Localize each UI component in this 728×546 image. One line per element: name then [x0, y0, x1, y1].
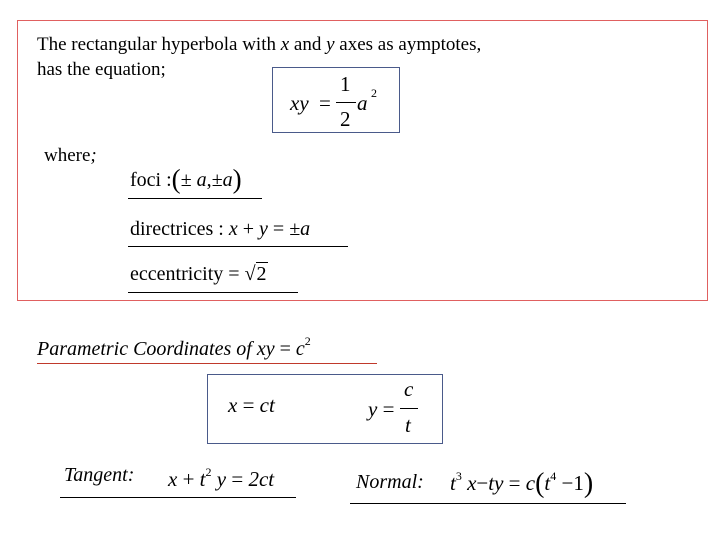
norm-equals: = — [508, 471, 521, 495]
norm-t: t — [450, 471, 456, 495]
eq-denominator: 2 — [340, 107, 351, 131]
norm-exp4: 4 — [550, 469, 557, 483]
foci-rparen: ) — [232, 164, 242, 194]
where-text: where — [44, 145, 91, 166]
tan-plus: + — [182, 467, 195, 491]
tan-y: y — [216, 467, 227, 491]
foci-comma: , — [206, 169, 212, 191]
dir-rhs: ±a — [289, 218, 311, 240]
intro-line-2: has the equation; — [37, 59, 166, 80]
norm-ty: ty — [488, 471, 504, 495]
tan-t: t — [199, 467, 206, 491]
norm-exp3: 3 — [455, 469, 462, 483]
param-y-denominator: t — [405, 413, 411, 437]
param-y-fraction-bar — [400, 408, 418, 409]
directrices-underline — [128, 246, 348, 247]
intro-text: The rectangular hyperbola with — [37, 34, 281, 55]
where-semicolon: ; — [90, 145, 97, 166]
param-x-eq — [228, 393, 275, 418]
intro-line-1 — [37, 33, 481, 57]
param-c: c — [295, 338, 305, 360]
tangent-underline — [60, 497, 296, 498]
norm-lparen: ( — [535, 468, 545, 499]
parametric-underline — [37, 363, 377, 364]
ecc-value: 2 — [256, 263, 267, 285]
eq-numerator: 1 — [340, 72, 351, 96]
foci-a1: ± a — [180, 169, 207, 191]
eccentricity-line — [130, 263, 268, 286]
eccentricity-underline — [128, 292, 298, 293]
dir-y: y — [259, 218, 268, 240]
norm-c: c — [525, 471, 536, 495]
param-equals: = — [279, 338, 291, 360]
normal-label: Normal: — [356, 471, 424, 493]
parametric-heading — [37, 334, 311, 361]
dir-equals: = — [272, 218, 285, 240]
where-label — [44, 144, 97, 168]
param-y-eq — [368, 397, 394, 422]
ecc-equals: = — [228, 263, 240, 285]
tan-x: x — [168, 467, 178, 491]
intro-y: y — [326, 34, 335, 55]
norm-x: x — [467, 471, 477, 495]
ecc-label: eccentricity — [130, 263, 224, 285]
eq-equals: = — [319, 91, 331, 115]
eq-exponent: 2 — [371, 86, 377, 100]
param-x-equals: = — [242, 393, 255, 417]
param-y-numerator: c — [404, 377, 414, 401]
param-ct: ct — [259, 393, 275, 417]
eq-a: a — [357, 91, 368, 115]
norm-t2: t — [544, 471, 551, 495]
norm-minus: − — [476, 471, 489, 495]
param-y: y — [368, 397, 378, 421]
param-xy: xy — [256, 338, 275, 360]
normal-underline — [350, 503, 626, 504]
intro-x: x — [280, 34, 290, 55]
eq-fraction-bar — [336, 102, 356, 103]
eq-xy: xy — [290, 91, 309, 115]
norm-rparen: ) — [583, 468, 594, 499]
normal-equation — [450, 468, 593, 500]
param-exponent: 2 — [304, 334, 311, 348]
norm-minus-1: − — [561, 471, 574, 495]
tangent-equation — [168, 465, 274, 492]
tangent-label: Tangent: — [64, 464, 135, 486]
foci-label: foci : — [130, 169, 172, 191]
dir-plus: + — [242, 218, 255, 240]
param-x: x — [228, 393, 238, 417]
dir-x: x — [228, 218, 238, 240]
intro-text: and — [289, 34, 327, 55]
norm-one: 1 — [573, 471, 584, 495]
sqrt-icon: √ — [244, 263, 256, 285]
tan-equals: = — [231, 467, 244, 491]
tan-rhs: 2ct — [248, 467, 275, 491]
foci-line — [130, 164, 242, 195]
intro-text: axes as aymptotes, — [334, 34, 482, 55]
foci-a2: ±a — [211, 169, 233, 191]
foci-underline — [128, 198, 262, 199]
param-y-equals: = — [382, 397, 395, 421]
tan-exponent: 2 — [205, 465, 212, 479]
parametric-label: Parametric Coordinates of — [37, 338, 252, 360]
directrices-line — [130, 218, 310, 241]
directrices-label: directrices : — [130, 218, 224, 240]
foci-lparen: ( — [171, 164, 181, 194]
